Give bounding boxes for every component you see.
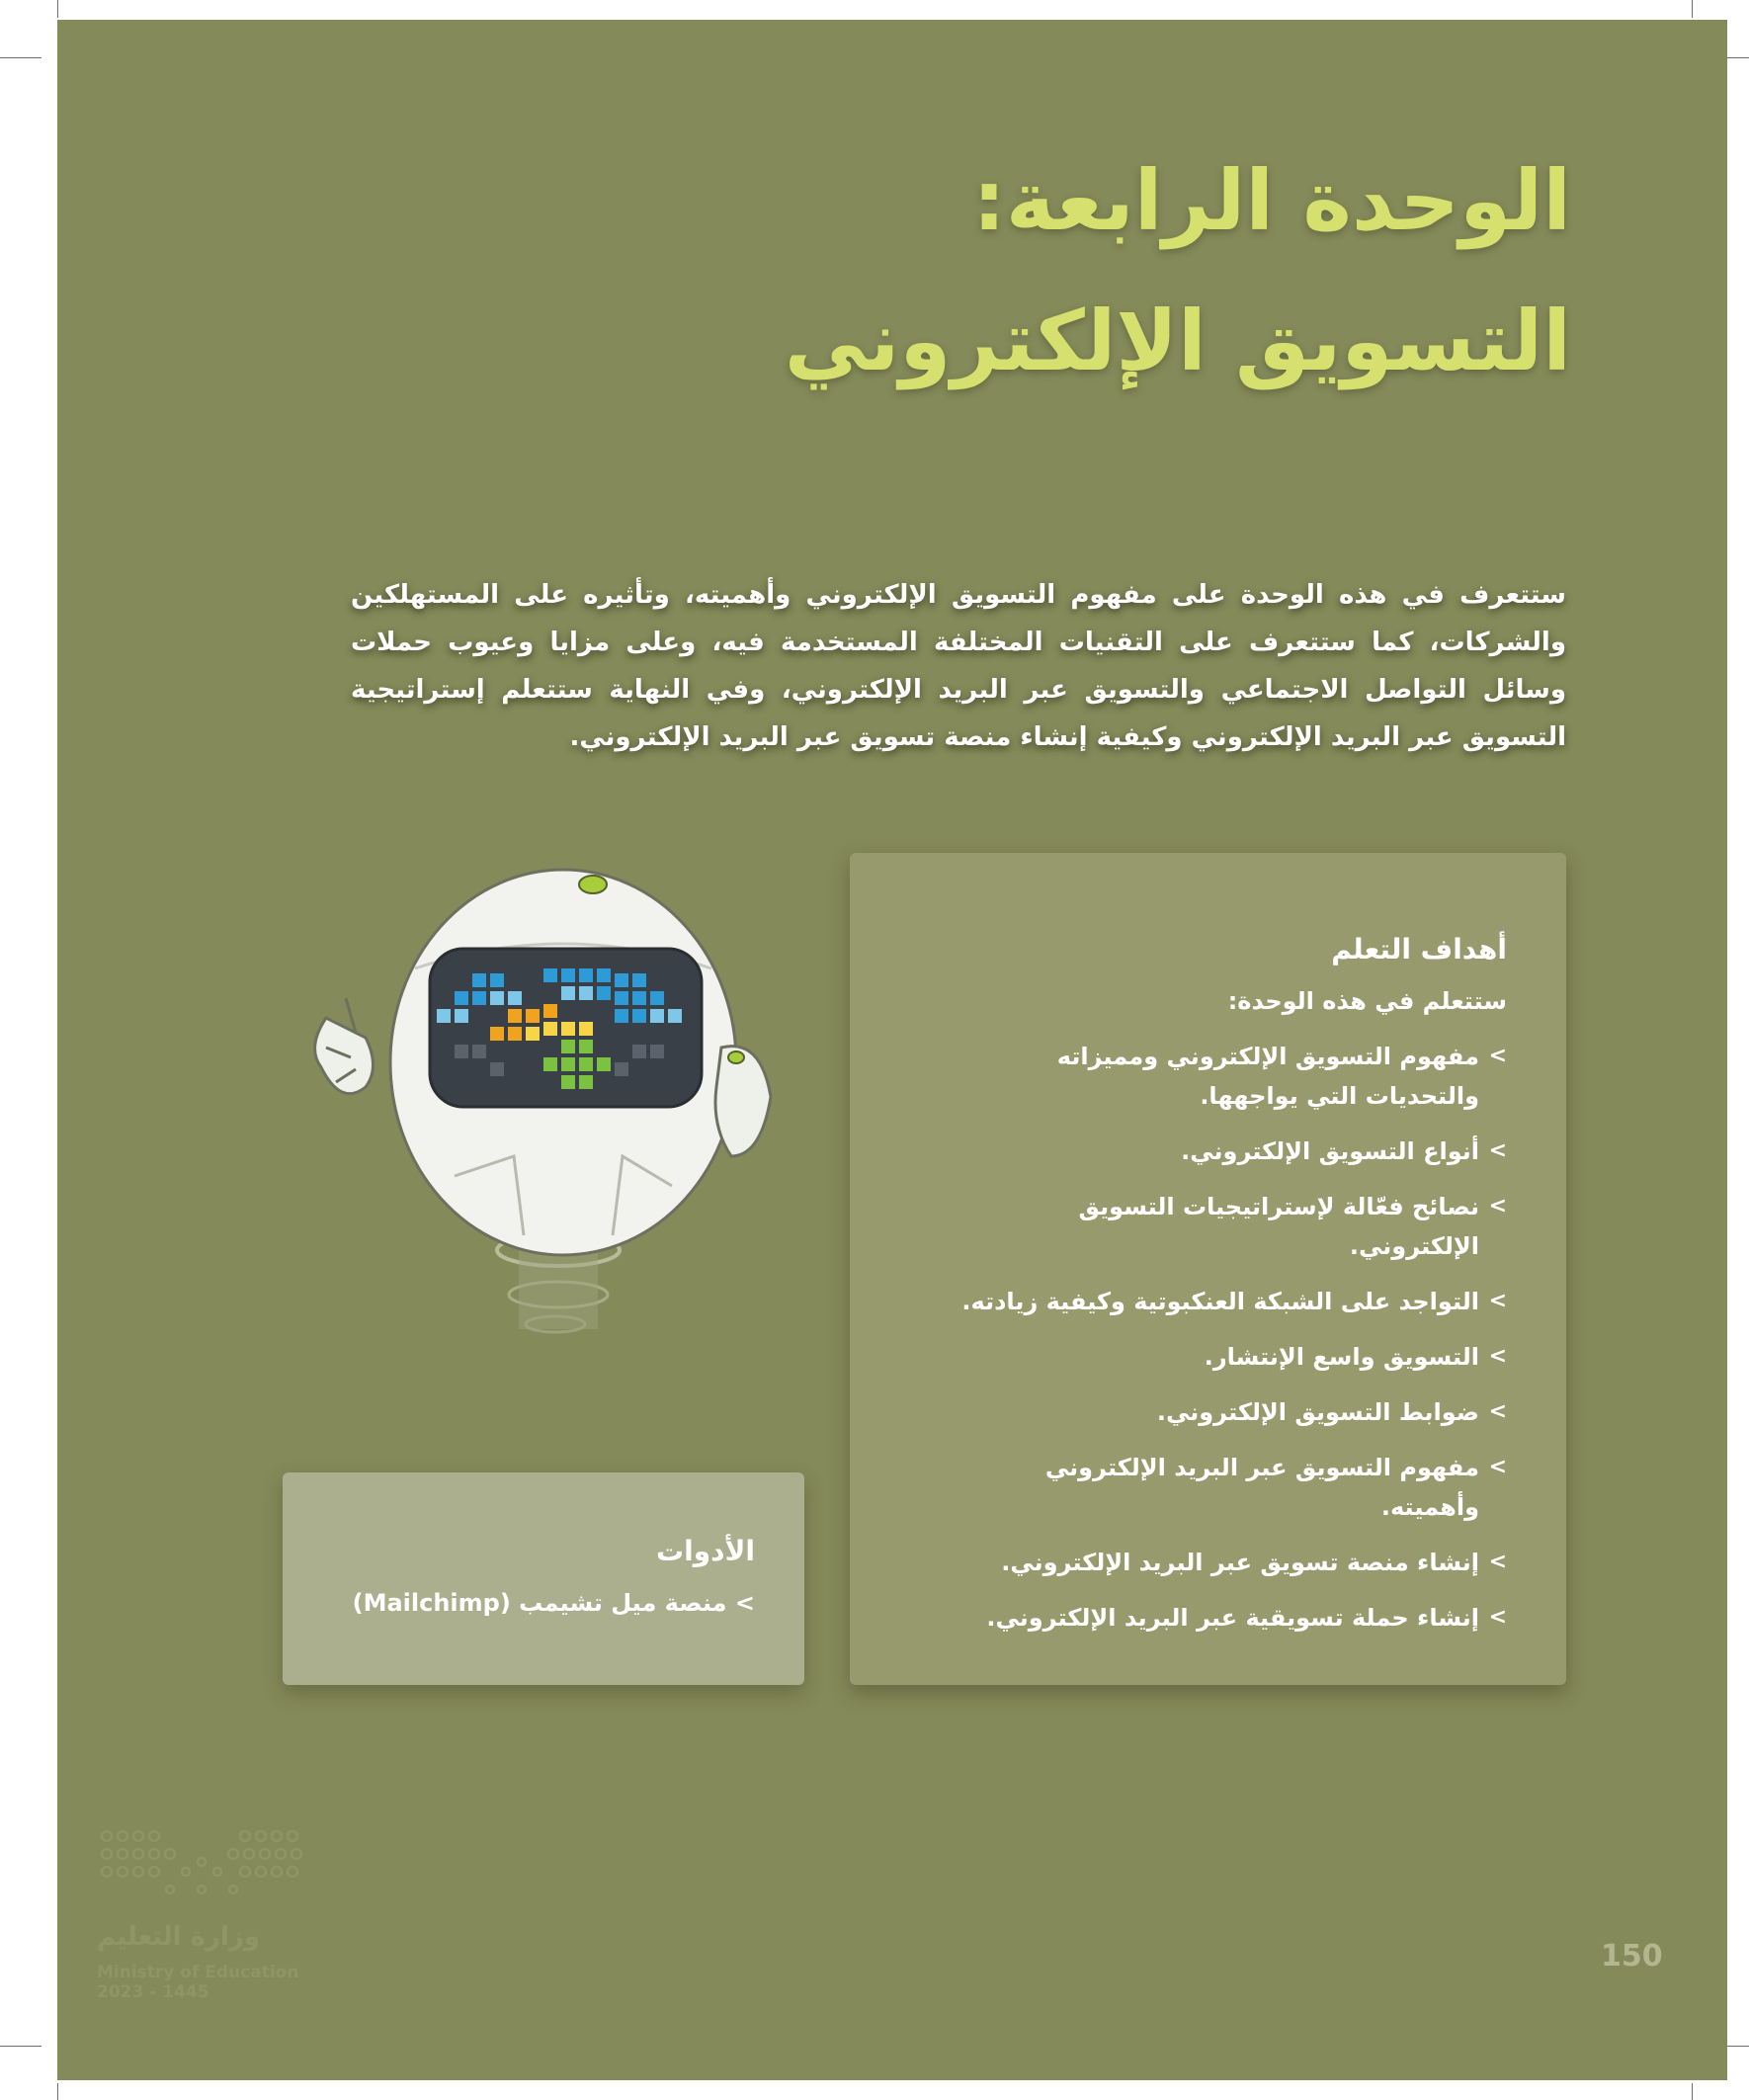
list-item-text: أنواع التسويق الإلكتروني. — [1181, 1137, 1479, 1165]
crop-mark — [0, 57, 42, 58]
list-item — [954, 1282, 1507, 1321]
list-item-text: التواجد على الشبكة العنكبوتية وكيفية زيادته. — [961, 1288, 1479, 1315]
unit-title-line2: التسويق الإلكتروني — [784, 293, 1571, 389]
chevron-icon: > — [1488, 1194, 1507, 1218]
learning-goals-card — [850, 853, 1566, 1685]
learning-goals-subheading: ستتعلم في هذه الوحدة: — [1227, 987, 1507, 1015]
ministry-name-en — [97, 1963, 334, 2002]
crop-mark — [1692, 2083, 1693, 2100]
list-item-text: إنشاء حملة تسويقية عبر البريد الإلكتروني. — [986, 1604, 1479, 1632]
page-number: 150 — [1601, 1939, 1663, 1974]
unit-title — [484, 130, 1571, 411]
chevron-icon: > — [1488, 1138, 1507, 1163]
chevron-icon: > — [1488, 1044, 1507, 1068]
chevron-icon: > — [1488, 1399, 1507, 1424]
list-item — [954, 1543, 1507, 1582]
chevron-icon: > — [1488, 1605, 1507, 1630]
crop-mark — [1692, 0, 1693, 18]
chevron-icon: > — [1488, 1455, 1507, 1479]
robot-icon — [296, 860, 810, 1374]
list-item-text: مفهوم التسويق عبر البريد الإلكتروني وأهميته. — [1044, 1454, 1479, 1521]
list-item — [954, 1448, 1507, 1527]
list-item — [954, 1392, 1507, 1432]
tools-card — [283, 1472, 804, 1685]
list-item-text: نصائح فعّالة لإستراتيجيات التسويق الإلكتروني. — [1078, 1193, 1479, 1260]
unit-title-line1: الوحدة الرابعة: — [972, 152, 1571, 249]
list-item-text: مفهوم التسويق الإلكتروني ومميزاته والتحديات التي يواجهها. — [1056, 1043, 1479, 1110]
ministry-year: 2023 - 1445 — [97, 1982, 209, 2002]
crop-mark — [57, 0, 58, 18]
tools-item-text: منصة ميل تشيمب (Mailchimp) — [352, 1589, 727, 1617]
list-item-text: التسويق واسع الإنتشار. — [1204, 1343, 1479, 1371]
chevron-icon: > — [1488, 1289, 1507, 1313]
list-item — [954, 1337, 1507, 1377]
ministry-of-education-logo-icon — [97, 1826, 314, 1911]
learning-goals-list — [889, 1037, 1507, 1638]
crop-mark — [0, 2046, 42, 2047]
list-item — [954, 1037, 1507, 1116]
ministry-name-ar: وزارة التعليم — [97, 1922, 260, 1952]
list-item-text: ضوابط التسويق الإلكتروني. — [1156, 1398, 1479, 1426]
chevron-icon: > — [734, 1589, 755, 1617]
list-item-text: إنشاء منصة تسويق عبر البريد الإلكتروني. — [1001, 1549, 1479, 1576]
learning-goals-heading: أهداف التعلم — [1331, 933, 1507, 966]
tools-heading: الأدوات — [656, 1535, 755, 1567]
tools-item — [312, 1585, 755, 1621]
crop-mark — [57, 2083, 58, 2100]
chevron-icon: > — [1488, 1550, 1507, 1574]
list-item — [954, 1187, 1507, 1266]
list-item — [954, 1132, 1507, 1171]
list-item — [954, 1598, 1507, 1638]
ministry-name-en-text: Ministry of Education — [97, 1963, 299, 1982]
intro-paragraph: ستتعرف في هذه الوحدة على مفهوم التسويق الإلكتروني وأهميته، وتأثيره على المستهلكين والشركات، كما ستتعرف على التقنيات المختلفة المستخدمة فيه، وعلى مزايا وعيوب حملات وسائل التواصل الاجتماعي والتسويق عبر البريد الإلكتروني، وفي النهاية ستتعلم إستراتيجية التسويق عبر البريد الإلكتروني وكيفية إنشاء منصة تسويق عبر البريد الإلكتروني. — [351, 580, 1566, 752]
chevron-icon: > — [1488, 1344, 1507, 1369]
